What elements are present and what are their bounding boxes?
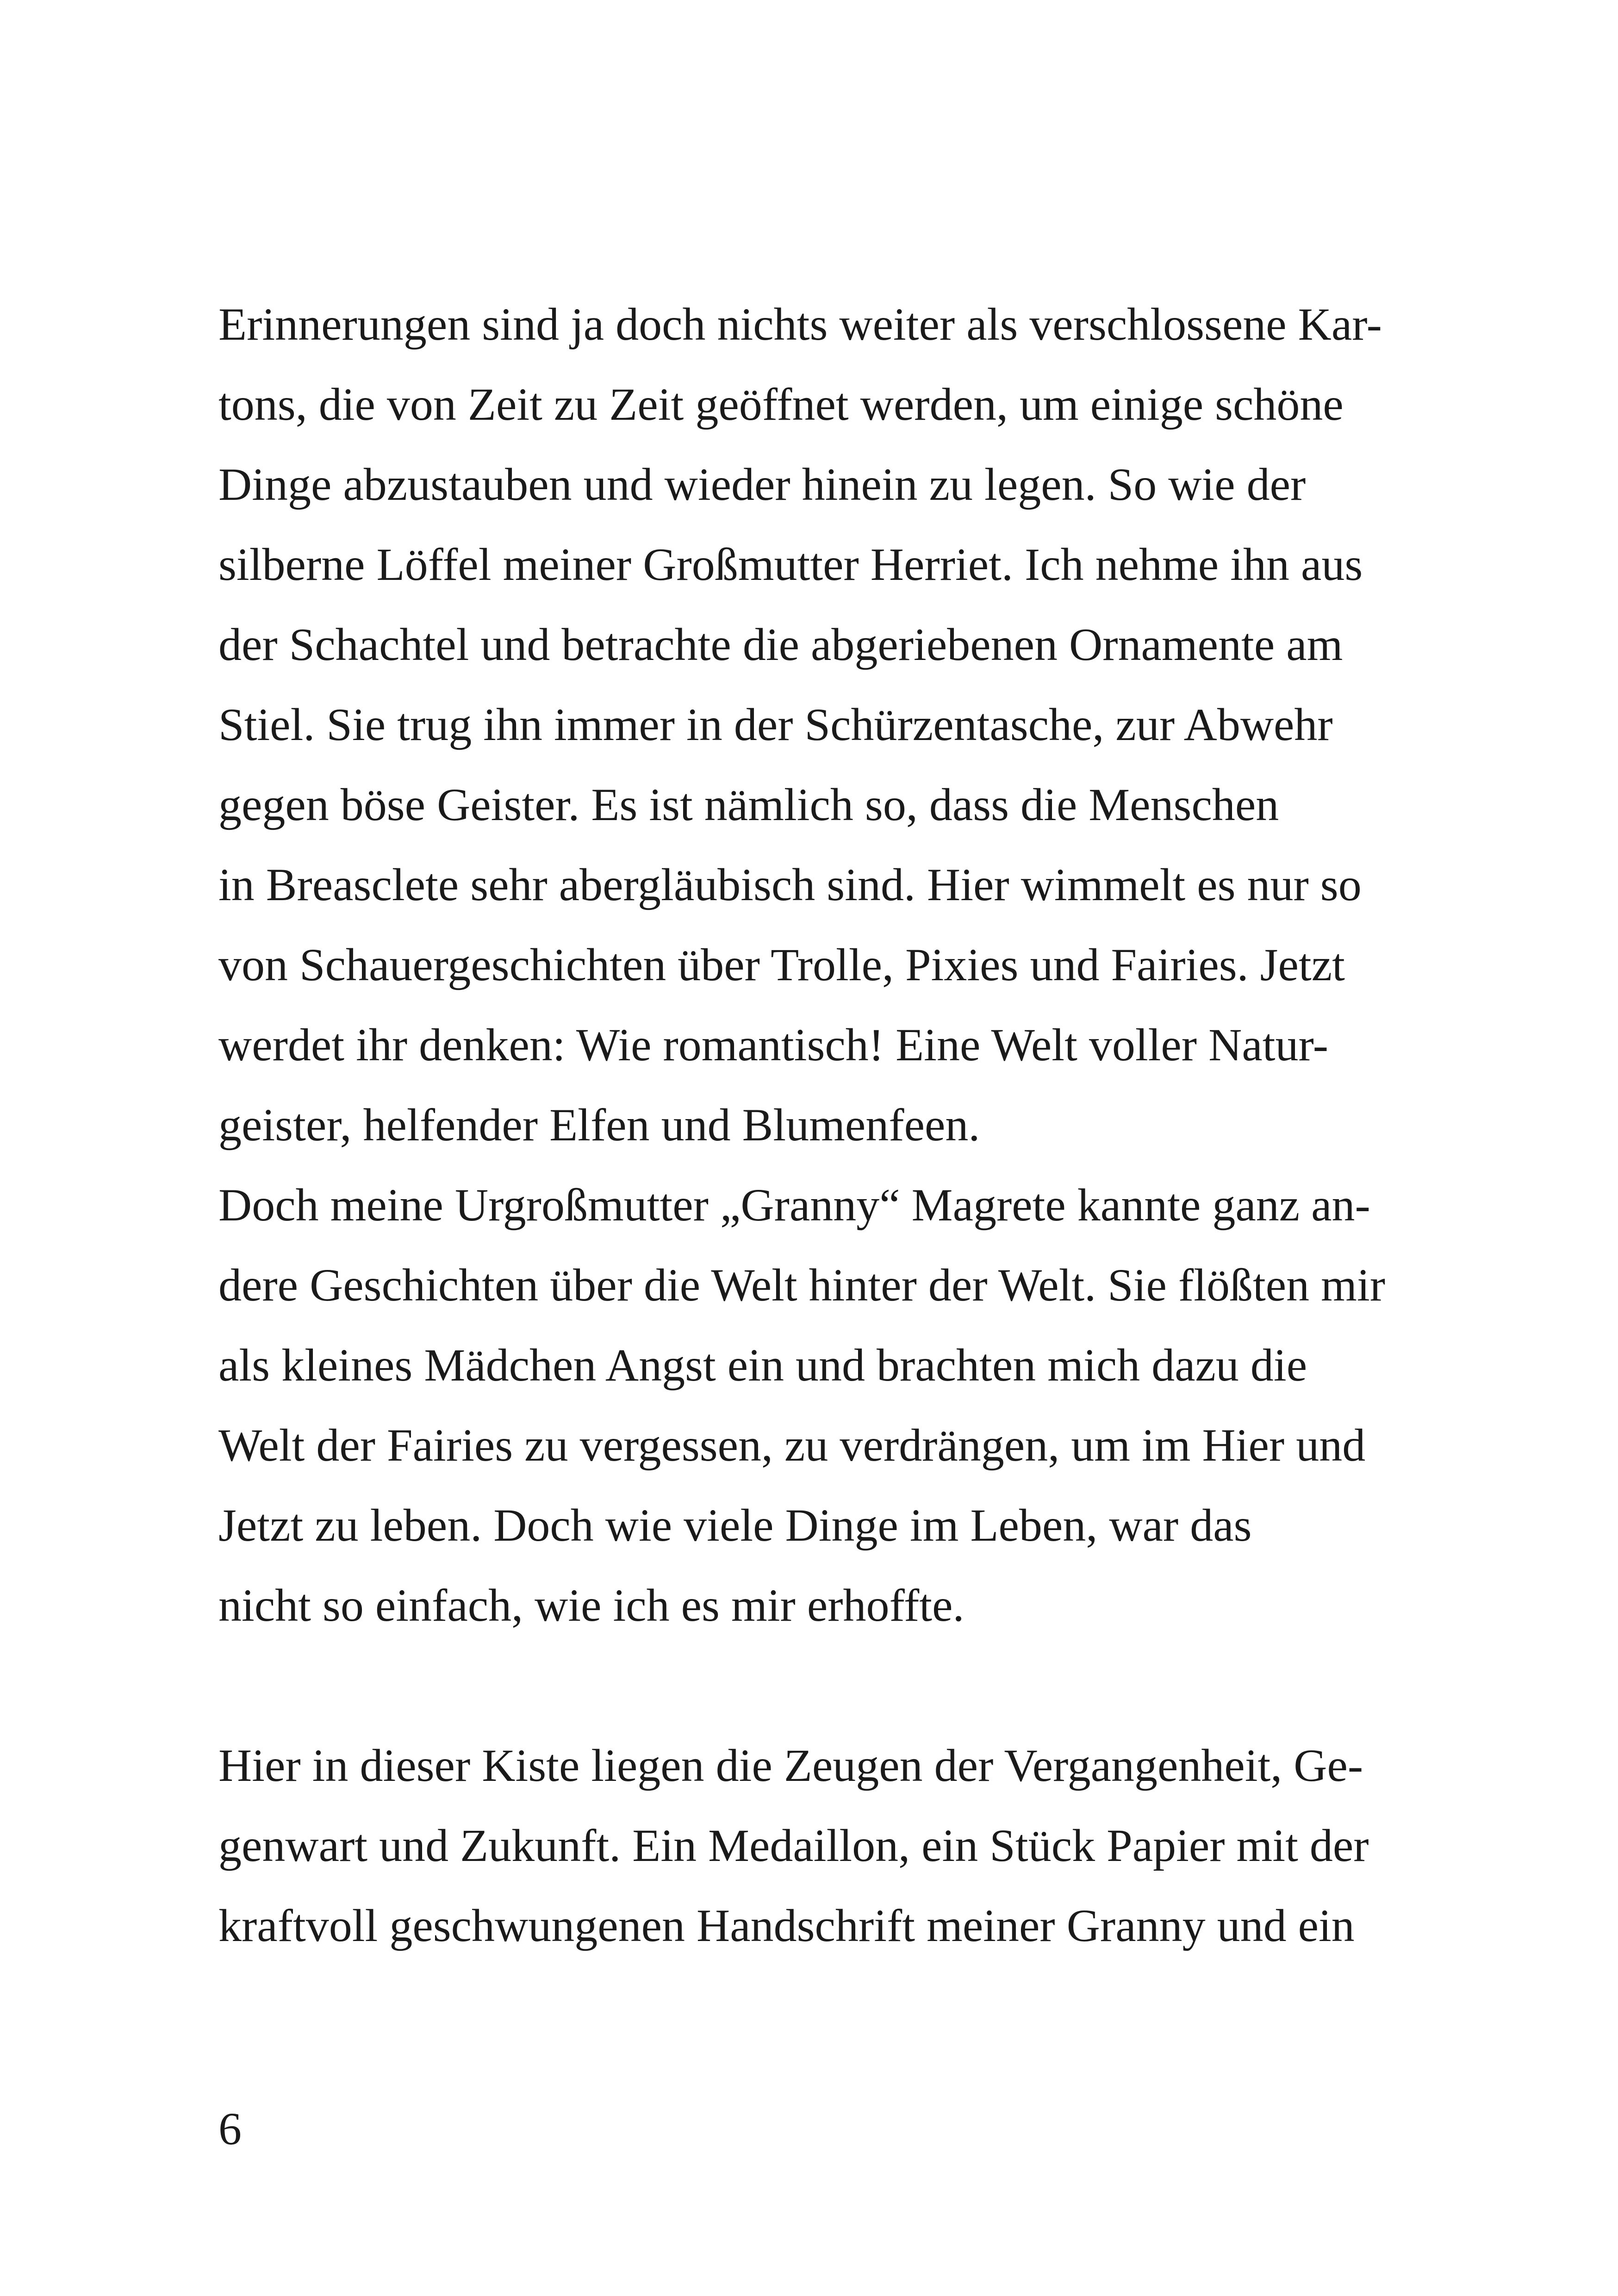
text-line: Jetzt zu leben. Doch wie viele Dinge im Leben, war das: [218, 1500, 1252, 1551]
text-line: dere Geschichten über die Welt hinter der Welt. Sie flößten mir: [218, 1259, 1386, 1311]
text-line: gegen böse Geister. Es ist nämlich so, dass die Menschen: [218, 779, 1279, 830]
paragraph-1: [218, 284, 1403, 1165]
paragraph-gap: [218, 1645, 1403, 1725]
text-line: Stiel. Sie trug ihn immer in der Schürzentasche, zur Abwehr: [218, 699, 1333, 750]
text-line: genwart und Zukunft. Ein Medaillon, ein Stück Papier mit der: [218, 1820, 1369, 1871]
text-line: silberne Löffel meiner Großmutter Herriet. Ich nehme ihn aus: [218, 539, 1363, 590]
text-line: von Schauergeschichten über Trolle, Pixies und Fairies. Jetzt: [218, 939, 1345, 990]
text-line: Welt der Fairies zu vergessen, zu verdrängen, um im Hier und: [218, 1419, 1366, 1471]
page-number: 6: [218, 2103, 242, 2154]
text-line: tons, die von Zeit zu Zeit geöffnet werden, um einige schöne: [218, 379, 1344, 430]
text-line: Erinnerungen sind ja doch nichts weiter als verschlossene Kar-: [218, 299, 1382, 350]
text-line: in Breasclete sehr abergläubisch sind. Hier wimmelt es nur so: [218, 859, 1362, 910]
text-line: nicht so einfach, wie ich es mir erhoffte.: [218, 1580, 965, 1631]
text-line: Dinge abzustauben und wieder hinein zu legen. So wie der: [218, 459, 1306, 510]
text-line: geister, helfender Elfen und Blumenfeen.: [218, 1099, 980, 1151]
text-line: werdet ihr denken: Wie romantisch! Eine Welt voller Natur-: [218, 1019, 1329, 1070]
text-line: Doch meine Urgroßmutter „Granny“ Magrete kannte ganz an-: [218, 1179, 1370, 1231]
text-line: Hier in dieser Kiste liegen die Zeugen der Vergangenheit, Ge-: [218, 1740, 1363, 1791]
text-line: der Schachtel und betrachte die abgeriebenen Ornamente am: [218, 619, 1343, 670]
body-text: [218, 284, 1403, 1966]
paragraph-2: [218, 1165, 1403, 1645]
paragraph-3: [218, 1725, 1403, 1966]
text-line: kraftvoll geschwungenen Handschrift meiner Granny und ein: [218, 1900, 1355, 1951]
text-line: als kleines Mädchen Angst ein und brachten mich dazu die: [218, 1339, 1307, 1391]
